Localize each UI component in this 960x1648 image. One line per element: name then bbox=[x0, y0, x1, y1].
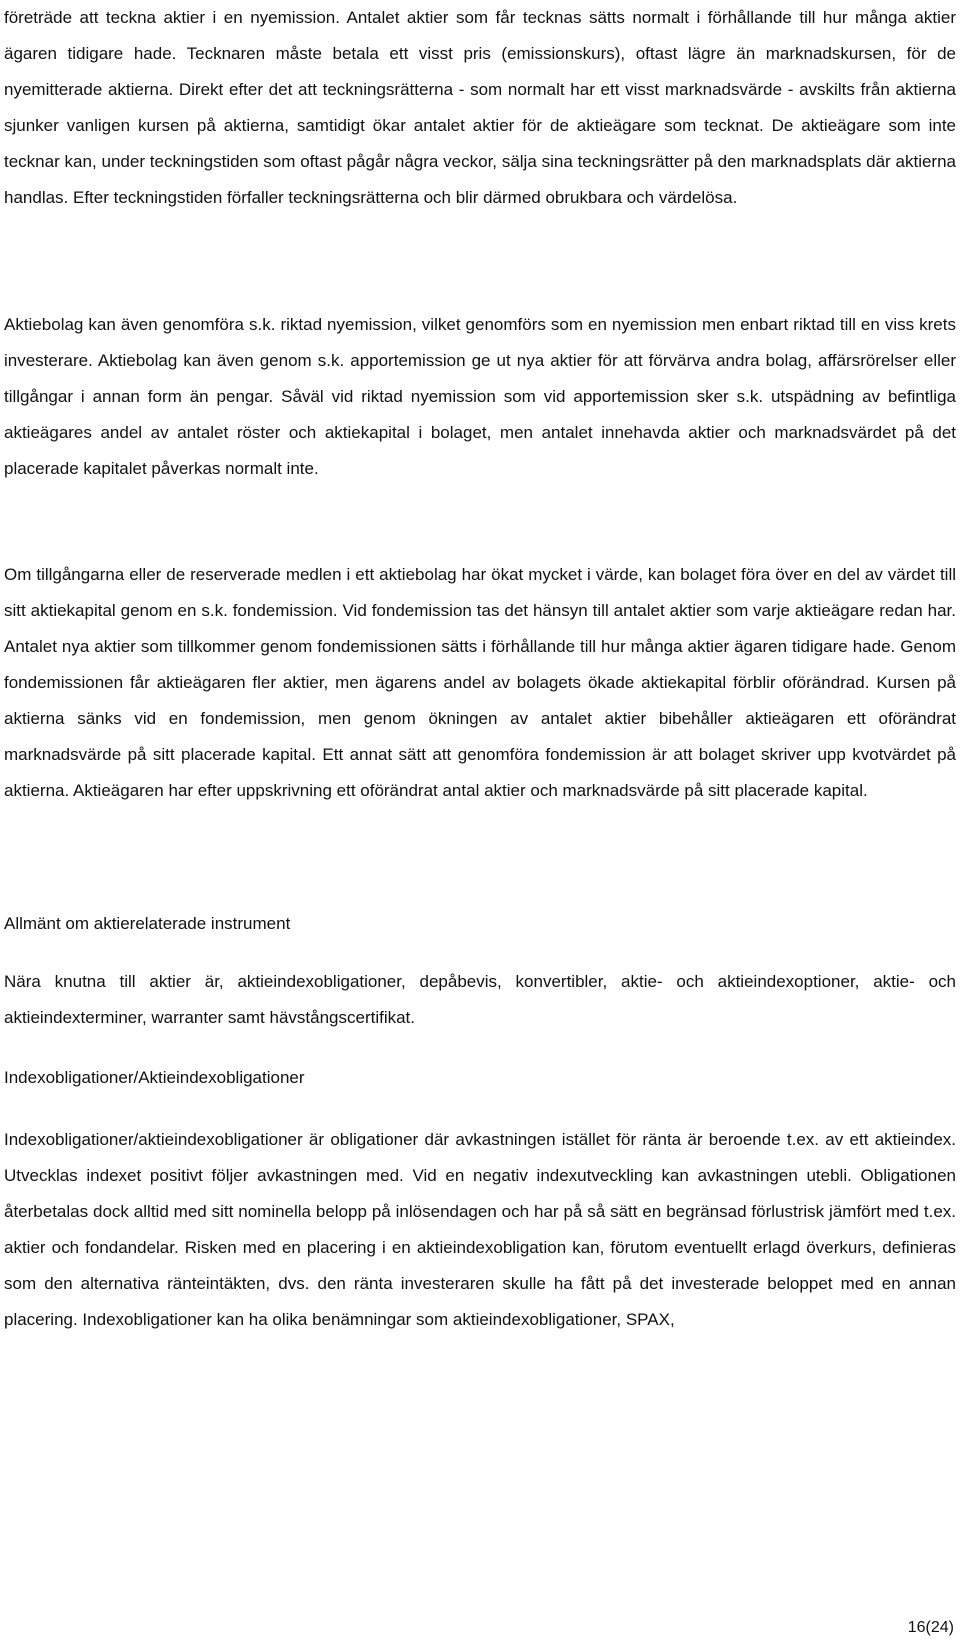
page-number: 16(24) bbox=[907, 1619, 954, 1636]
paragraph-instrument-list: Nära knutna till aktier är, aktieindexobligationer, depåbevis, konvertibler, aktie- och aktieindexoptioner, aktie- och aktieindexterminer, warranter samt hävstångscertifikat. bbox=[4, 972, 956, 1027]
paragraph-fondemission: Om tillgångarna eller de reserverade medlen i ett aktiebolag har ökat mycket i värde, kan bolaget föra över en del av värdet till sitt aktiekapital genom en s.k. fondemission. Vid fondemission tas det hänsyn till antalet aktier som varje aktieägare redan har. Antalet nya aktier som tillkommer genom fondemissionen sätts i förhållande till hur många aktier ägaren tidigare hade. Genom fondemissionen får aktieägaren fler aktier, men ägarens andel av bolagets ökade aktiekapital förblir oförändrad. Kursen på aktierna sänks vid en fondemission, men genom ökningen av antalet aktier bibehåller aktieägaren ett oförändrat marknadsvärde på sitt placerade kapital. Ett annat sätt att genomföra fondemission är att bolaget skriver upp kvotvärdet på aktierna. Aktieägaren har efter uppskrivning ett oförändrat antal aktier och marknadsvärde på sitt placerade kapital. bbox=[4, 565, 956, 800]
section-heading-aktierelaterade: Allmänt om aktierelaterade instrument bbox=[4, 914, 291, 933]
paragraph-indexobligationer: Indexobligationer/aktieindexobligationer är obligationer där avkastningen istället för ränta är beroende t.ex. av ett aktieindex. Utvecklas indexet positivt följer avkastningen med. Vid en negativ indexutveckling kan avkastningen utebli. Obligationen återbetalas dock alltid med sitt nominella belopp på inlösendagen och har på så sätt en begränsad förlustrisk jämfört med t.ex. aktier och fondandelar. Risken med en placering i en aktieindexobligation kan, förutom eventuellt erlagd överkurs, definieras som den alternativa ränteintäkten, dvs. den ränta investeraren skulle ha fått på det investerade beloppet med en annan placering. Indexobligationer kan ha olika benämningar som aktieindexobligationer, SPAX, bbox=[4, 1130, 956, 1329]
paragraph-nyemission: företräde att teckna aktier i en nyemission. Antalet aktier som får tecknas sätts normalt i förhållande till hur många aktier ägaren tidigare hade. Tecknaren måste betala ett visst pris (emissionskurs), oftast lägre än marknadskursen, för de nyemitterade aktierna. Direkt efter det att teckningsrätterna - som normalt har ett visst marknadsvärde - avskilts från aktierna sjunker vanligen kursen på aktierna, samtidigt ökar antalet aktier för de aktieägare som tecknat. De aktieägare som inte tecknar kan, under teckningstiden som oftast pågår några veckor, sälja sina teckningsrätter på den marknadsplats där aktierna handlas. Efter teckningstiden förfaller teckningsrätterna och blir därmed obrukbara och värdelösa. bbox=[4, 8, 956, 207]
section-heading-indexobligationer: Indexobligationer/Aktieindexobligationer bbox=[4, 1068, 305, 1087]
paragraph-riktad-nyemission: Aktiebolag kan även genomföra s.k. riktad nyemission, vilket genomförs som en nyemission men enbart riktad till en viss krets investerare. Aktiebolag kan även genom s.k. apportemission ge ut nya aktier för att förvärva andra bolag, affärsrörelser eller tillgångar i annan form än pengar. Såväl vid riktad nyemission som vid apportemission sker s.k. utspädning av befintliga aktieägares andel av antalet röster och aktiekapital i bolaget, men antalet innehavda aktier och marknadsvärdet på det placerade kapitalet påverkas normalt inte. bbox=[4, 315, 956, 478]
